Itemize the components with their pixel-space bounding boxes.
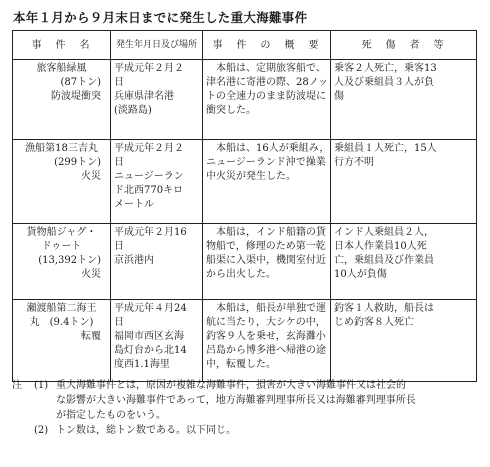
date-place-line: 兵庫県津名港 xyxy=(114,91,174,102)
header-summary: 事 件 の 概 要 xyxy=(203,31,331,60)
case-name-line: 転覆 xyxy=(81,331,101,342)
summary-line: 衝突した。 xyxy=(206,105,256,116)
summary-line: 中，転覆した。 xyxy=(206,359,276,370)
note-number: (1) xyxy=(34,380,49,391)
casualties-line: 行方不明 xyxy=(334,157,374,168)
casualties-line: 釣客１人救助，船長は xyxy=(334,303,434,314)
casualties-line: 乗客２人死亡，乗客13 xyxy=(334,63,437,74)
casualties-cell xyxy=(331,224,477,300)
notes-label: 注 xyxy=(12,380,22,391)
table-row xyxy=(13,300,477,382)
casualties-line: 人及び乗組員３人が負 xyxy=(334,77,434,88)
date-place-line: ニュージーラン xyxy=(114,171,184,182)
date-place-line: 日 xyxy=(114,77,124,88)
date-place-line: 日 xyxy=(114,241,124,252)
summary-line: 物船で，修理のため第一乾 xyxy=(206,241,326,252)
date-place-line: 日 xyxy=(114,317,124,328)
note-body xyxy=(56,423,476,438)
casualties-cell xyxy=(331,140,477,224)
case-name-line: (87トン) xyxy=(60,77,101,88)
date-place-line: メートル xyxy=(114,199,154,210)
incident-table xyxy=(12,30,477,382)
case-name-cell xyxy=(13,224,111,300)
note-line: な影響が大きい海難事件であって，地方海難審判理事所長又は海難審判理事所長 xyxy=(56,395,416,406)
notes-section xyxy=(12,378,476,438)
summary-cell xyxy=(203,60,331,140)
summary-line: 本船は、16人が乗組み， xyxy=(216,143,330,154)
case-name-line: 火災 xyxy=(81,269,101,280)
date-place-line: 平成元年２月２ xyxy=(114,63,184,74)
summary-line: 呂島から博多港へ帰港の途 xyxy=(206,345,326,356)
summary-cell xyxy=(203,300,331,382)
table-header-row xyxy=(13,31,477,60)
casualties-line: 日本人作業員10人死 xyxy=(334,241,427,252)
note-number: (2) xyxy=(34,425,49,436)
summary-line: から出火した。 xyxy=(206,269,276,280)
note-item xyxy=(12,378,476,423)
summary-line: ニュージーランド沖で操業 xyxy=(206,157,326,168)
case-name-line: 防波堤衝突 xyxy=(51,91,101,102)
date-place-cell xyxy=(111,224,203,300)
date-place-line: 平成元年４月24 xyxy=(114,303,187,314)
header-case-name: 事 件 名 xyxy=(13,31,111,60)
summary-line: 本船は，船長が単独で運 xyxy=(216,303,326,314)
case-name-line: ドゥート xyxy=(41,241,82,252)
summary-line: 中火災が発生した。 xyxy=(206,171,296,182)
date-place-line: 度西1.1海里 xyxy=(114,359,170,370)
casualties-line: インド人乗組員２人， xyxy=(334,227,434,238)
note-line: トン数は，総トン数である。以下同じ。 xyxy=(56,425,236,436)
date-place-cell xyxy=(111,140,203,224)
date-place-cell xyxy=(111,60,203,140)
date-place-cell xyxy=(111,300,203,382)
case-name-line: (299トン) xyxy=(54,157,101,168)
header-date-place: 発生年月日及び場所 xyxy=(111,31,203,60)
casualties-line: 傷 xyxy=(334,91,344,102)
case-name-cell xyxy=(13,140,111,224)
case-name-cell xyxy=(13,60,111,140)
summary-line: 津名港に寄港の際、28ノッ xyxy=(206,77,329,88)
casualties-line: じめ釣客８人死亡 xyxy=(334,317,414,328)
summary-line: 本船は，インド船籍の貨 xyxy=(216,227,326,238)
date-place-line: 平成元年２月２ xyxy=(114,143,184,154)
note-body xyxy=(56,378,476,423)
date-place-line: 京浜港内 xyxy=(114,255,154,266)
date-place-line: 福岡市西区玄海 xyxy=(114,331,184,342)
casualties-line: 10人が負傷 xyxy=(334,269,387,280)
case-name-line: 瀬渡船第二海王 xyxy=(26,303,97,314)
page-title: 本年１月から９月末日までに発生した重大海難事件 xyxy=(13,10,308,25)
case-name-line: 火災 xyxy=(81,171,101,182)
date-place-line: (淡路島) xyxy=(114,105,152,116)
case-name-line: (13,392トン) xyxy=(38,255,101,266)
summary-cell xyxy=(203,140,331,224)
casualties-line: 亡，乗組員及び作業員 xyxy=(334,255,434,266)
case-name-line: 旅客船緑風 xyxy=(36,63,87,74)
summary-line: 本船は、定期旅客船で、 xyxy=(216,63,326,74)
case-name-line: 貨物船ジャグ・ xyxy=(26,227,97,238)
note-line: 重大海難事件とは，原因が複雑な海難事件，損害が大きい海難事件又は社会的 xyxy=(56,380,406,391)
date-place-line: ド北西770キロ xyxy=(114,185,184,196)
summary-cell xyxy=(203,224,331,300)
note-line: が指定したものをいう。 xyxy=(56,410,166,421)
date-place-line: 日 xyxy=(114,157,124,168)
summary-line: 船渠に入渠中，機関室付近 xyxy=(206,255,326,266)
note-item xyxy=(12,423,476,438)
table-row xyxy=(13,224,477,300)
casualties-cell xyxy=(331,60,477,140)
date-place-line: 島灯台から北14 xyxy=(114,345,187,356)
summary-line: 航に当たり，大シケの中， xyxy=(206,317,326,328)
casualties-cell xyxy=(331,300,477,382)
date-place-line: 平成元年２月16 xyxy=(114,227,187,238)
summary-line: 釣客９人を乗せ，玄海灘小 xyxy=(206,331,326,342)
case-name-line: 丸 (9.4トン) xyxy=(29,317,94,328)
case-name-line: 漁船第18三吉丸 xyxy=(25,143,98,154)
case-name-cell xyxy=(13,300,111,382)
header-casualties: 死 傷 者 等 xyxy=(331,31,477,60)
casualties-line: 乗組員１人死亡，15人 xyxy=(334,143,437,154)
table-row xyxy=(13,140,477,224)
table-row xyxy=(13,60,477,140)
summary-line: トの全速力のまま防波堤に xyxy=(206,91,326,102)
